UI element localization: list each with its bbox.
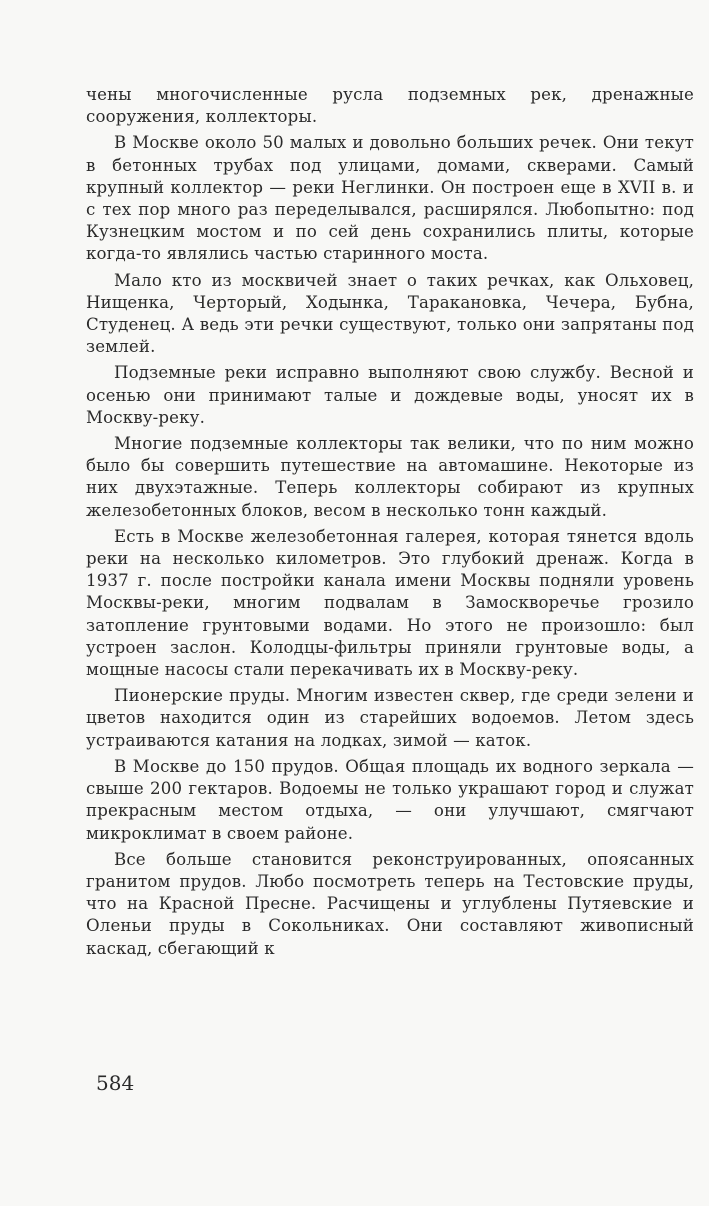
paragraph-5: Многие подземные коллекторы так велики, что по ним можно было бы совершить путешествие на автомашине. Некоторые из них двухэтажные. Теперь коллекторы собирают из крупных железобетонных блоков, весом в несколько тонн каждый. [86, 434, 694, 520]
paragraph-6: Есть в Москве железобетонная галерея, которая тянется вдоль реки на несколько километров. Это глубокий дренаж. Когда в 1937 г. после постройки канала имени Москвы подняли уровень Москвы-реки, многим подвалам в Замоскворечье грозило затопление грунтовыми водами. Но этого не произошло: был устроен заслон. Колодцы-фильтры приняли грунтовые воды, а мощные насосы стали перекачивать их в Москву-реку. [86, 526, 694, 680]
paragraph-8: В Москве до 150 прудов. Общая площадь их водного зеркала — свыше 200 гектаров. Водоемы не только украшают город и служат прекрасным местом отдыха, — они улучшают, смягчают микроклимат в своем районе. [86, 756, 694, 843]
paragraph-1: чены многочисленные русла подземных рек, дренажные сооружения, коллекторы. [86, 85, 694, 127]
body-text [86, 84, 694, 964]
paragraph-2: В Москве около 50 малых и довольно больших речек. Они текут в бетонных трубах под улицами, домами, скверами. Самый крупный коллектор — реки Неглинки. Он построен еще в XVII в. и с тех пор много раз переделывался, расширялся. Любопытно: под Кузнецким мостом и по сей день сохранились плиты, которые когда-то являлись частью старинного моста. [86, 133, 694, 264]
page-number: 584 [96, 1071, 135, 1095]
paragraph-9: Все больше становится реконструированных, опоясанных гранитом прудов. Любо посмотреть теперь на Тестовские пруды, что на Красной Пресне. Расчищены и углублены Путяевские и Оленьи пруды в Сокольниках. Они составляют живописный каскад, сбегающий к [86, 849, 694, 958]
paragraph-4: Подземные реки исправно выполняют свою службу. Весной и осенью они принимают талые и дождевые воды, уносят их в Москву-реку. [86, 363, 694, 427]
paragraph-3: Мало кто из москвичей знает о таких речках, как Ольховец, Нищенка, Черторый, Ходынка, Таракановка, Чечера, Бубна, Студенец. А ведь эти речки существуют, только они запрятаны под землей. [86, 270, 694, 357]
paragraph-7: Пионерские пруды. Многим известен сквер, где среди зелени и цветов находится один из старейших водоемов. Летом здесь устраиваются катания на лодках, зимой — каток. [86, 686, 694, 750]
